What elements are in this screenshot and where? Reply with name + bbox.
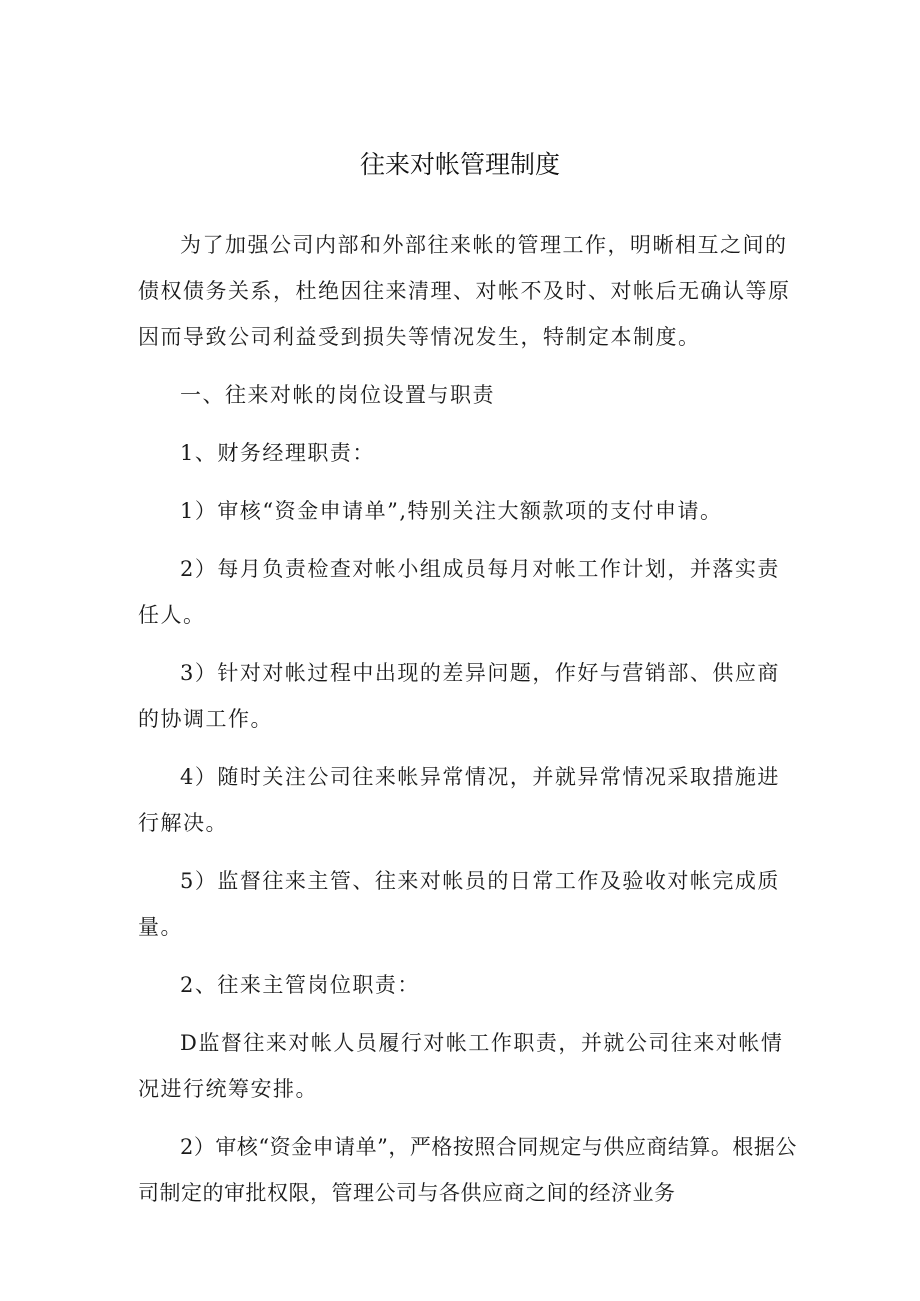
duty-item-4: 4）随时关注公司往来帐异常情况，并就异常情况采取措施进行解决。 xyxy=(138,765,780,835)
duty-item-5: 5）监督往来主管、往来对帐员的日常工作及验收对帐完成质量。 xyxy=(138,869,780,939)
document-title: 往来对帐管理制度 xyxy=(359,150,560,179)
duty-item-3: 3）针对对帐过程中出现的差异问题，作好与营销部、供应商的协调工作。 xyxy=(138,661,780,731)
supervisor-duty-item-2: 2）审核“资金申请单”，严格按照合同规定与供应商结算。根据公司制定的审批权限，管理公司与各供应商之间的经济业务 xyxy=(138,1135,797,1205)
duty-item-1: 1）审核“资金申请单”,特别关注大额款项的支付申请。 xyxy=(180,499,723,523)
duty-item-2: 2）每月负责检查对帐小组成员每月对帐工作计划，并落实责任人。 xyxy=(138,557,780,627)
subsection-heading-ar-supervisor: 2、往来主管岗位职责： xyxy=(180,973,420,997)
document-body xyxy=(138,222,802,1216)
intro-paragraph: 为了加强公司内部和外部往来帐的管理工作，明晰相互之间的债权债务关系，杜绝因往来清理、对帐不及时、对帐后无确认等原因而导致公司利益受到损失等情况发生，特制定本制度。 xyxy=(138,233,791,349)
subsection-heading-finance-manager: 1、财务经理职责： xyxy=(180,441,375,465)
supervisor-duty-item-1: D监督往来对帐人员履行对帐工作职责，并就公司往来对帐情况进行统筹安排。 xyxy=(138,1031,784,1101)
section-heading-1: 一、往来对帐的岗位设置与职责 xyxy=(180,383,495,407)
